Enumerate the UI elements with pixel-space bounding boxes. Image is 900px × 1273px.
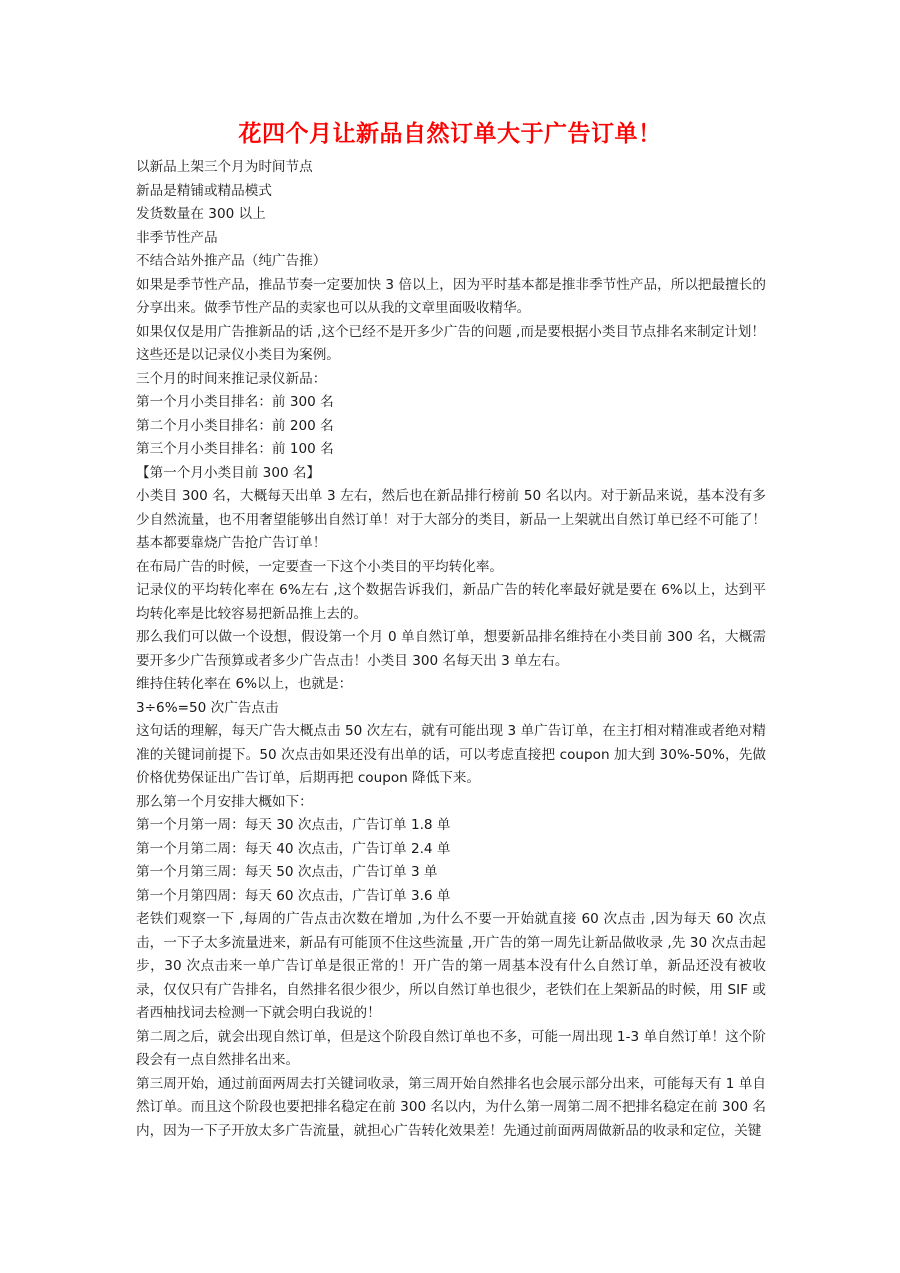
document-body <box>136 156 766 1143</box>
paragraph: 这句话的理解，每天广告大概点击 50 次左右，就有可能出现 3 单广告订单，在主打相对精准或者绝对精准的关键词前提下。50 次点击如果还没有出单的话，可以考虑直接把 coupon 加大到 30%-50%，先做价格优势保证出广告订单，后期再把 coupon 降低下来。 <box>136 723 766 786</box>
paragraph: 第一个月第二周：每天 40 次点击，广告订单 2.4 单 <box>136 840 451 857</box>
paragraph: 新品是精铺或精品模式 <box>136 182 272 199</box>
paragraph: 以新品上架三个月为时间节点 <box>136 159 313 175</box>
paragraph: 维持住转化率在 6%以上，也就是： <box>136 676 353 692</box>
formula-line: 3÷6%=50 次广告点击 <box>136 699 279 716</box>
paragraph: 那么我们可以做一个设想，假设第一个月 0 单自然订单，想要新品排名维持在小类目前 300 名，大概需要开多少广告预算或者多少广告点击！小类目 300 名每天出 3 单左右。 <box>136 629 766 669</box>
paragraph: 在布局广告的时候，一定要查一下这个小类目的平均转化率。 <box>136 558 504 575</box>
paragraph: 第一个月第四周：每天 60 次点击，广告订单 3.6 单 <box>136 887 451 904</box>
paragraph: 第一个月第一周：每天 30 次点击，广告订单 1.8 单 <box>136 817 451 833</box>
paragraph: 第三周开始，通过前面两周去打关键词收录，第三周开始自然排名也会展示部分出来，可能每天有 1 单自然订单。而且这个阶段也要把排名稳定在前 300 名以内，为什么第一周第二周不把排名稳定在前 300 名内，因为一下子开放太多广告流量，就担心广告转化效果差！先通过前面两周做新品的收录和定位，关键 <box>136 1075 766 1139</box>
paragraph: 这些还是以记录仪小类目为案例。 <box>136 347 340 363</box>
paragraph: 第一个月第三周：每天 50 次点击，广告订单 3 单 <box>136 864 438 880</box>
paragraph: 第三个月小类目排名：前 100 名 <box>136 441 334 457</box>
paragraph: 如果是季节性产品，推品节奏一定要加快 3 倍以上，因为平时基本都是推非季节性产品，所以把最擅长的分享出来。做季节性产品的卖家也可以从我的文章里面吸收精华。 <box>136 276 766 316</box>
paragraph: 那么第一个月安排大概如下： <box>136 793 313 810</box>
paragraph: 老铁们观察一下 ,每周的广告点击次数在增加 ,为什么不要一开始就直接 60 次点击 ,因为每天 60 次点击，一下子太多流量进来，新品有可能顶不住这些流量 ,开广告的第一周先让新品做收录 ,先 30 次点击起步，30 次点击来一单广告订单是很正常的！开广告的第一周基本没有什么自然订单，新品还没有被收录，仅仅只有广告排名，自然排名很少很少，所以自然订单也很少，老铁们在上架新品的时候，用 SIF 或者西柚找词去检测一下就会明白我说的！ <box>136 911 766 1021</box>
paragraph: 发货数量在 300 以上 <box>136 206 266 222</box>
paragraph: 如果仅仅是用广告推新品的话 ,这个已经不是开多少广告的问题 ,而是要根据小类目节点排名来制定计划！ <box>136 323 765 340</box>
paragraph: 非季节性产品 <box>136 229 218 246</box>
paragraph: 第二周之后，就会出现自然订单，但是这个阶段自然订单也不多，可能一周出现 1-3 单自然订单！这个阶段会有一点自然排名出来。 <box>136 1028 766 1068</box>
paragraph: 不结合站外推产品（纯广告推） <box>136 253 327 269</box>
paragraph: 第二个月小类目排名：前 200 名 <box>136 417 334 434</box>
document-title: 花四个月让新品自然订单大于广告订单！ <box>238 121 662 147</box>
paragraph: 第一个月小类目排名：前 300 名 <box>136 394 334 410</box>
paragraph: 记录仪的平均转化率在 6%左右 ,这个数据告诉我们，新品广告的转化率最好就是要在 6%以上，达到平均转化率是比较容易把新品推上去的。 <box>136 582 766 622</box>
section-heading: 【第一个月小类目前 300 名】 <box>136 464 321 481</box>
paragraph: 小类目 300 名，大概每天出单 3 左右，然后也在新品排行榜前 50 名以内。对于新品来说，基本没有多少自然流量，也不用奢望能够出自然订单！对于大部分的类目，新品一上架就出自然订单已经不可能了！基本都要靠烧广告抢广告订单！ <box>136 488 766 551</box>
paragraph: 三个月的时间来推记录仪新品： <box>136 370 327 387</box>
